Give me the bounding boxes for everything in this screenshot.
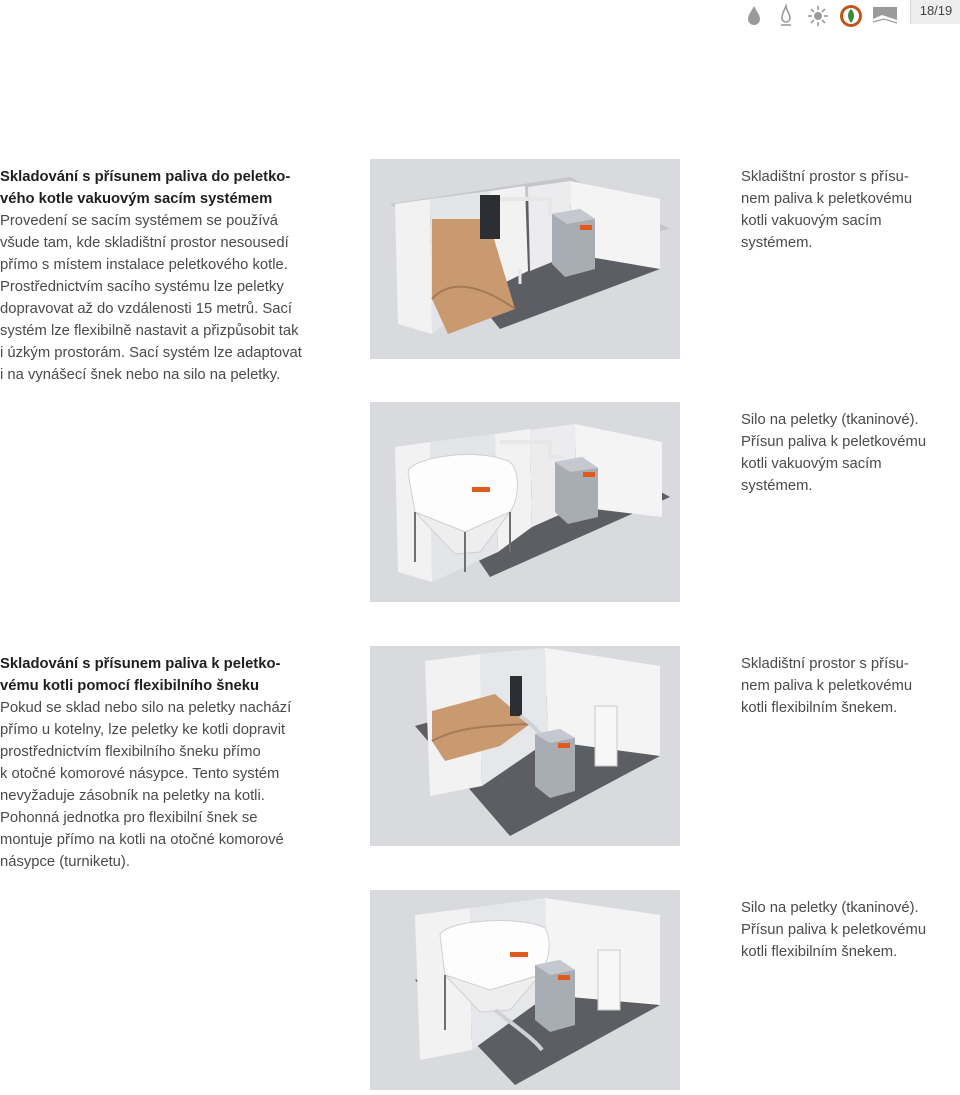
figure-caption: Silo na peletky (tkaninové). Přísun paliva k peletkovému kotli flexibilním šnekem. bbox=[741, 900, 927, 960]
illustration-storage-room-flexible-screw bbox=[370, 646, 680, 846]
section-title: Skladování s přísunem paliva k peletko- vému kotli pomocí flexibilního šneku bbox=[0, 656, 281, 694]
sun-icon bbox=[806, 4, 830, 28]
figure-caption: Silo na peletky (tkaninové). Přísun paliva k peletkovému kotli vakuovým sacím systémem. bbox=[741, 412, 927, 494]
section-flexible-screw-text bbox=[0, 653, 330, 873]
figure-caption: Skladištní prostor s přísu- nem paliva k peletkovému kotli vakuovým sacím systémem. bbox=[741, 169, 913, 251]
illustration-storage-room-vacuum bbox=[370, 159, 680, 359]
figure-caption: Skladištní prostor s přísu- nem paliva k peletkovému kotli flexibilním šnekem. bbox=[741, 656, 913, 716]
section-body: Provedení se sacím systémem se používá všude tam, kde skladištní prostor nesousedí přímo s místem instalace peletkového kotle. Prostřednictvím sacího systému lze peletky dopravovat až do vzdálenosti 15 metrů. Sací systém lze flexibilně nastavit a přizpůsobit tak i úzkým prostorám. Sací systém lze adaptovat i na vynášecí šnek nebo na silo na peletky. bbox=[0, 213, 302, 383]
landscape-icon bbox=[872, 4, 898, 28]
section-vacuum-text bbox=[0, 166, 330, 386]
biomass-leaf-icon bbox=[839, 4, 863, 28]
section-title: Skladování s přísunem paliva do peletko- vého kotle vakuovým sacím systémem bbox=[0, 169, 291, 207]
illustration-fabric-silo-vacuum bbox=[370, 402, 680, 602]
illustration-fabric-silo-flexible-screw bbox=[370, 890, 680, 1090]
energy-icons-bar bbox=[742, 4, 900, 28]
section-body: Pokud se sklad nebo silo na peletky nachází přímo u kotelny, lze peletky ke kotli dopravit prostřednictvím flexibilního šneku přímo k otočné komorové násypce. Tento systém nevyžaduje zásobník na peletky na kotli. Pohonná jednotka pro flexibilní šnek se montuje přímo na kotli na otočné komorové násypce (turniketu). bbox=[0, 700, 292, 870]
water-drop-icon bbox=[742, 4, 766, 28]
gas-flame-icon bbox=[774, 4, 798, 28]
page-number: 18/19 bbox=[910, 0, 960, 24]
